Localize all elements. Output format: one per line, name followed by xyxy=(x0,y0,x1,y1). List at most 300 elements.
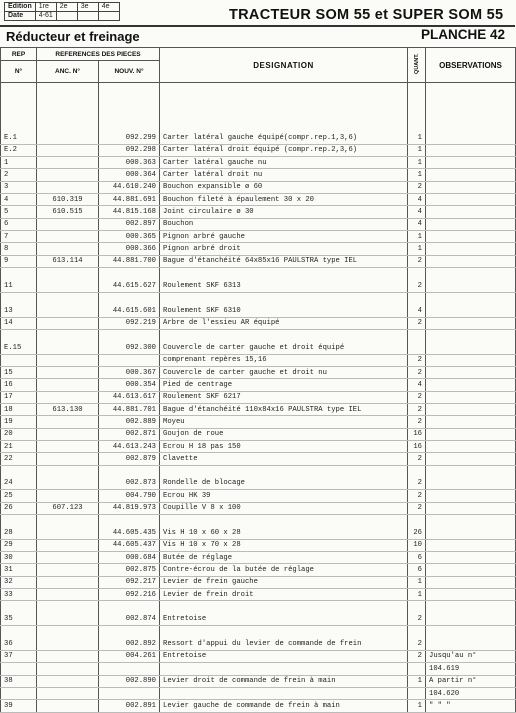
cell-obs xyxy=(426,243,516,255)
cell-nouv: 002.891 xyxy=(99,700,160,712)
cell-anc xyxy=(37,120,99,132)
cell-anc xyxy=(37,589,99,601)
cell-des: Roulement SKF 6217 xyxy=(160,391,408,403)
cell-nouv xyxy=(99,626,160,638)
cell-des: Bague d'étanchéité 64x85x16 PAULSTRA type IEL xyxy=(160,255,408,267)
cell-obs xyxy=(426,206,516,218)
cell-qty: 2 xyxy=(408,478,426,490)
table-row xyxy=(1,478,516,490)
cell-obs xyxy=(426,589,516,601)
cell-anc: 607.123 xyxy=(37,502,99,514)
cell-obs xyxy=(426,255,516,267)
table-row xyxy=(1,107,516,119)
cell-des: Rondelle de blocage xyxy=(160,478,408,490)
table-row xyxy=(1,157,516,169)
table-row xyxy=(1,280,516,292)
parts-table-body xyxy=(1,83,516,713)
cell-des: Ressort d'appui du levier de commande de frein xyxy=(160,638,408,650)
header-quant xyxy=(408,48,426,83)
table-row xyxy=(1,403,516,415)
table-row xyxy=(1,305,516,317)
cell-nouv: 092.299 xyxy=(99,132,160,144)
cell-obs xyxy=(426,280,516,292)
cell-des: Ecrou HK 39 xyxy=(160,490,408,502)
cell-rep: 1 xyxy=(1,157,37,169)
cell-qty: 6 xyxy=(408,552,426,564)
cell-nouv: 004.261 xyxy=(99,650,160,662)
cell-rep xyxy=(1,465,37,477)
header-nouv: NOUV. N° xyxy=(99,61,160,83)
table-row xyxy=(1,465,516,477)
header-observations: OBSERVATIONS xyxy=(426,48,516,83)
cell-anc xyxy=(37,268,99,280)
cell-obs: Jusqu'au n° xyxy=(426,650,516,662)
cell-nouv xyxy=(99,663,160,675)
cell-obs xyxy=(426,552,516,564)
cell-obs xyxy=(426,564,516,576)
cell-obs xyxy=(426,502,516,514)
cell-qty: 2 xyxy=(408,391,426,403)
cell-rep xyxy=(1,107,37,119)
cell-anc xyxy=(37,601,99,613)
cell-obs xyxy=(426,132,516,144)
cell-des: comprenant repères 15,16 xyxy=(160,354,408,366)
cell-des xyxy=(160,663,408,675)
cell-rep: 29 xyxy=(1,539,37,551)
cell-anc xyxy=(37,428,99,440)
cell-des: Bouchon expansible ø 60 xyxy=(160,181,408,193)
cell-nouv: 44.613.617 xyxy=(99,391,160,403)
cell-rep: 8 xyxy=(1,243,37,255)
edition-label: Edition xyxy=(5,3,36,12)
cell-obs xyxy=(426,329,516,341)
cell-rep: 17 xyxy=(1,391,37,403)
cell-rep: 4 xyxy=(1,194,37,206)
cell-anc xyxy=(37,478,99,490)
cell-nouv: 44.815.168 xyxy=(99,206,160,218)
cell-qty: 1 xyxy=(408,231,426,243)
cell-obs xyxy=(426,305,516,317)
table-row xyxy=(1,638,516,650)
cell-nouv: 000.684 xyxy=(99,552,160,564)
cell-anc xyxy=(37,379,99,391)
cell-nouv: 002.874 xyxy=(99,613,160,625)
cell-qty: 2 xyxy=(408,502,426,514)
cell-rep xyxy=(1,663,37,675)
cell-nouv: 002.890 xyxy=(99,675,160,687)
cell-qty: 16 xyxy=(408,428,426,440)
cell-qty xyxy=(408,292,426,304)
table-row xyxy=(1,243,516,255)
cell-obs: 104.619 xyxy=(426,663,516,675)
cell-des: Entretoise xyxy=(160,650,408,662)
cell-nouv: 44.615.601 xyxy=(99,305,160,317)
cell-nouv: 092.219 xyxy=(99,317,160,329)
table-row xyxy=(1,206,516,218)
cell-rep xyxy=(1,354,37,366)
cell-nouv: 000.363 xyxy=(99,157,160,169)
cell-anc xyxy=(37,663,99,675)
cell-anc xyxy=(37,292,99,304)
table-row xyxy=(1,181,516,193)
table-row xyxy=(1,120,516,132)
cell-rep: 9 xyxy=(1,255,37,267)
cell-nouv: 092.217 xyxy=(99,576,160,588)
cell-anc: 613.130 xyxy=(37,403,99,415)
cell-anc xyxy=(37,280,99,292)
cell-des: Pied de centrage xyxy=(160,379,408,391)
date-cell-4 xyxy=(98,12,119,21)
table-row xyxy=(1,428,516,440)
cell-nouv: 44.881.691 xyxy=(99,194,160,206)
cell-anc xyxy=(37,700,99,712)
cell-qty: 2 xyxy=(408,354,426,366)
table-row xyxy=(1,601,516,613)
cell-des: Ecrou H 18 pas 150 xyxy=(160,440,408,452)
cell-anc xyxy=(37,329,99,341)
cell-nouv: 44.605.435 xyxy=(99,527,160,539)
cell-nouv xyxy=(99,687,160,699)
cell-nouv: 002.875 xyxy=(99,564,160,576)
cell-anc xyxy=(37,366,99,378)
cell-qty: 2 xyxy=(408,255,426,267)
cell-rep xyxy=(1,95,37,107)
cell-anc xyxy=(37,576,99,588)
cell-nouv: 44.613.243 xyxy=(99,440,160,452)
cell-anc xyxy=(37,490,99,502)
cell-rep: 32 xyxy=(1,576,37,588)
cell-des: Roulement SKF 6313 xyxy=(160,280,408,292)
cell-obs xyxy=(426,317,516,329)
cell-nouv: 002.892 xyxy=(99,638,160,650)
cell-qty: 2 xyxy=(408,613,426,625)
cell-nouv xyxy=(99,329,160,341)
cell-des: Pignon arbré droit xyxy=(160,243,408,255)
cell-qty: 2 xyxy=(408,638,426,650)
table-row xyxy=(1,440,516,452)
cell-rep: 21 xyxy=(1,440,37,452)
cell-rep: 30 xyxy=(1,552,37,564)
cell-qty: 4 xyxy=(408,305,426,317)
cell-anc xyxy=(37,675,99,687)
cell-rep: 35 xyxy=(1,613,37,625)
cell-qty: 4 xyxy=(408,194,426,206)
cell-obs xyxy=(426,453,516,465)
cell-obs xyxy=(426,490,516,502)
cell-qty xyxy=(408,83,426,95)
cell-des xyxy=(160,687,408,699)
cell-qty: 2 xyxy=(408,403,426,415)
table-row xyxy=(1,194,516,206)
cell-obs xyxy=(426,169,516,181)
table-row xyxy=(1,342,516,354)
table-row xyxy=(1,317,516,329)
cell-rep xyxy=(1,626,37,638)
cell-rep: 16 xyxy=(1,379,37,391)
cell-des: Couvercle de carter gauche et droit équipé xyxy=(160,342,408,354)
cell-obs xyxy=(426,120,516,132)
parts-table xyxy=(0,47,516,713)
table-row xyxy=(1,144,516,156)
cell-obs xyxy=(426,144,516,156)
cell-des: Coupille V 8 x 100 xyxy=(160,502,408,514)
cell-des xyxy=(160,601,408,613)
cell-des: Entretoise xyxy=(160,613,408,625)
cell-rep: 37 xyxy=(1,650,37,662)
cell-nouv xyxy=(99,601,160,613)
cell-obs xyxy=(426,403,516,415)
cell-nouv: 002.873 xyxy=(99,478,160,490)
cell-des xyxy=(160,465,408,477)
cell-obs xyxy=(426,342,516,354)
cell-obs xyxy=(426,638,516,650)
cell-anc xyxy=(37,317,99,329)
table-row xyxy=(1,527,516,539)
cell-anc xyxy=(37,527,99,539)
table-row xyxy=(1,502,516,514)
cell-obs xyxy=(426,194,516,206)
cell-anc xyxy=(37,650,99,662)
table-row xyxy=(1,687,516,699)
cell-anc xyxy=(37,687,99,699)
cell-qty xyxy=(408,515,426,527)
table-row xyxy=(1,539,516,551)
cell-des xyxy=(160,83,408,95)
cell-des: Couvercle de carter gauche et droit nu xyxy=(160,366,408,378)
table-row xyxy=(1,552,516,564)
cell-rep: 33 xyxy=(1,589,37,601)
cell-obs xyxy=(426,515,516,527)
table-row xyxy=(1,354,516,366)
cell-rep xyxy=(1,601,37,613)
cell-rep: 24 xyxy=(1,478,37,490)
header-rep-no: N° xyxy=(1,61,37,83)
cell-nouv xyxy=(99,292,160,304)
cell-rep: 11 xyxy=(1,280,37,292)
parts-table-wrap xyxy=(0,47,515,710)
cell-qty xyxy=(408,342,426,354)
cell-rep: 36 xyxy=(1,638,37,650)
header-quant-label: QUANT. xyxy=(414,53,420,74)
table-row xyxy=(1,292,516,304)
edition-col-4: 4e xyxy=(98,3,119,12)
cell-qty: 4 xyxy=(408,206,426,218)
cell-obs xyxy=(426,181,516,193)
cell-rep: 39 xyxy=(1,700,37,712)
cell-obs xyxy=(426,416,516,428)
cell-rep: 38 xyxy=(1,675,37,687)
cell-rep: 18 xyxy=(1,403,37,415)
cell-nouv: 004.790 xyxy=(99,490,160,502)
cell-des xyxy=(160,626,408,638)
cell-obs xyxy=(426,157,516,169)
cell-des: Goujon de roue xyxy=(160,428,408,440)
cell-anc xyxy=(37,144,99,156)
cell-anc: 610.319 xyxy=(37,194,99,206)
cell-qty: 1 xyxy=(408,589,426,601)
cell-anc xyxy=(37,181,99,193)
cell-rep: E.1 xyxy=(1,132,37,144)
cell-des xyxy=(160,107,408,119)
cell-anc xyxy=(37,626,99,638)
date-value: 4-61 xyxy=(35,12,56,21)
cell-qty xyxy=(408,107,426,119)
cell-qty: 1 xyxy=(408,169,426,181)
cell-anc xyxy=(37,157,99,169)
table-row xyxy=(1,700,516,712)
table-row xyxy=(1,169,516,181)
section-title: Réducteur et freinage xyxy=(6,29,140,44)
cell-qty: 1 xyxy=(408,144,426,156)
cell-qty xyxy=(408,687,426,699)
table-row xyxy=(1,95,516,107)
cell-rep xyxy=(1,687,37,699)
cell-rep: 25 xyxy=(1,490,37,502)
cell-nouv: 092.216 xyxy=(99,589,160,601)
cell-rep xyxy=(1,292,37,304)
cell-qty: 2 xyxy=(408,181,426,193)
edition-col-1: 1re xyxy=(35,3,56,12)
cell-des xyxy=(160,515,408,527)
cell-des: Levier de frein gauche xyxy=(160,576,408,588)
cell-qty: 1 xyxy=(408,675,426,687)
table-row xyxy=(1,564,516,576)
cell-anc xyxy=(37,95,99,107)
cell-des: Contre-écrou de la butée de réglage xyxy=(160,564,408,576)
cell-nouv: 092.300 xyxy=(99,342,160,354)
cell-nouv: 000.354 xyxy=(99,379,160,391)
cell-rep: 7 xyxy=(1,231,37,243)
cell-anc xyxy=(37,391,99,403)
cell-qty: 4 xyxy=(408,379,426,391)
header-designation: DESIGNATION xyxy=(160,48,408,83)
table-row xyxy=(1,613,516,625)
table-row xyxy=(1,231,516,243)
cell-qty xyxy=(408,329,426,341)
cell-qty: 26 xyxy=(408,527,426,539)
cell-anc xyxy=(37,416,99,428)
cell-qty: 4 xyxy=(408,218,426,230)
cell-nouv xyxy=(99,465,160,477)
cell-anc xyxy=(37,132,99,144)
table-row xyxy=(1,626,516,638)
cell-qty: 2 xyxy=(408,280,426,292)
cell-des: Moyeu xyxy=(160,416,408,428)
cell-rep: 15 xyxy=(1,366,37,378)
cell-obs xyxy=(426,613,516,625)
cell-rep xyxy=(1,83,37,95)
cell-anc: 610.515 xyxy=(37,206,99,218)
table-row xyxy=(1,379,516,391)
date-cell-2 xyxy=(56,12,77,21)
plate-number: PLANCHE 42 xyxy=(420,27,505,42)
cell-qty: 2 xyxy=(408,490,426,502)
cell-des xyxy=(160,95,408,107)
cell-obs xyxy=(426,292,516,304)
table-row xyxy=(1,663,516,675)
table-row xyxy=(1,366,516,378)
cell-anc xyxy=(37,453,99,465)
cell-nouv: 002.889 xyxy=(99,416,160,428)
cell-obs xyxy=(426,478,516,490)
cell-anc xyxy=(37,613,99,625)
cell-rep: 20 xyxy=(1,428,37,440)
cell-qty xyxy=(408,465,426,477)
cell-des: Carter latéral droit nu xyxy=(160,169,408,181)
table-row xyxy=(1,490,516,502)
date-label: Date xyxy=(5,12,36,21)
cell-des: Arbre de l'essieu AR équipé xyxy=(160,317,408,329)
cell-rep: E.15 xyxy=(1,342,37,354)
cell-obs xyxy=(426,626,516,638)
cell-nouv xyxy=(99,268,160,280)
cell-qty: 6 xyxy=(408,564,426,576)
cell-obs xyxy=(426,268,516,280)
cell-anc xyxy=(37,107,99,119)
cell-rep: 3 xyxy=(1,181,37,193)
table-row xyxy=(1,416,516,428)
cell-anc xyxy=(37,218,99,230)
cell-nouv xyxy=(99,515,160,527)
table-row xyxy=(1,391,516,403)
cell-des xyxy=(160,329,408,341)
cell-qty: 2 xyxy=(408,650,426,662)
cell-des: Bague d'étanchéité 110x84x16 PAULSTRA type IEL xyxy=(160,403,408,415)
cell-nouv: 002.897 xyxy=(99,218,160,230)
cell-obs xyxy=(426,95,516,107)
table-row xyxy=(1,268,516,280)
cell-obs: 104.620 xyxy=(426,687,516,699)
cell-rep: 14 xyxy=(1,317,37,329)
cell-rep xyxy=(1,120,37,132)
cell-des: Joint circulaire ø 30 xyxy=(160,206,408,218)
cell-qty: 2 xyxy=(408,317,426,329)
cell-des: Bouchon xyxy=(160,218,408,230)
table-row xyxy=(1,255,516,267)
cell-anc xyxy=(37,552,99,564)
cell-des: Levier gauche de commande de frein à main xyxy=(160,700,408,712)
cell-obs xyxy=(426,391,516,403)
cell-nouv: 44.881.700 xyxy=(99,255,160,267)
cell-nouv: 000.366 xyxy=(99,243,160,255)
cell-des xyxy=(160,120,408,132)
table-row xyxy=(1,515,516,527)
table-row xyxy=(1,453,516,465)
cell-anc xyxy=(37,465,99,477)
cell-rep: 26 xyxy=(1,502,37,514)
cell-obs xyxy=(426,440,516,452)
cell-nouv: 44.819.973 xyxy=(99,502,160,514)
cell-qty xyxy=(408,95,426,107)
cell-obs xyxy=(426,218,516,230)
cell-rep xyxy=(1,515,37,527)
cell-qty: 2 xyxy=(408,453,426,465)
cell-nouv xyxy=(99,354,160,366)
cell-nouv: 44.610.240 xyxy=(99,181,160,193)
cell-nouv xyxy=(99,83,160,95)
cell-rep: 28 xyxy=(1,527,37,539)
cell-nouv: 092.298 xyxy=(99,144,160,156)
cell-obs xyxy=(426,379,516,391)
cell-obs xyxy=(426,231,516,243)
cell-anc xyxy=(37,440,99,452)
cell-anc xyxy=(37,231,99,243)
cell-anc xyxy=(37,638,99,650)
cell-anc xyxy=(37,243,99,255)
cell-qty xyxy=(408,120,426,132)
table-row xyxy=(1,576,516,588)
cell-anc xyxy=(37,354,99,366)
